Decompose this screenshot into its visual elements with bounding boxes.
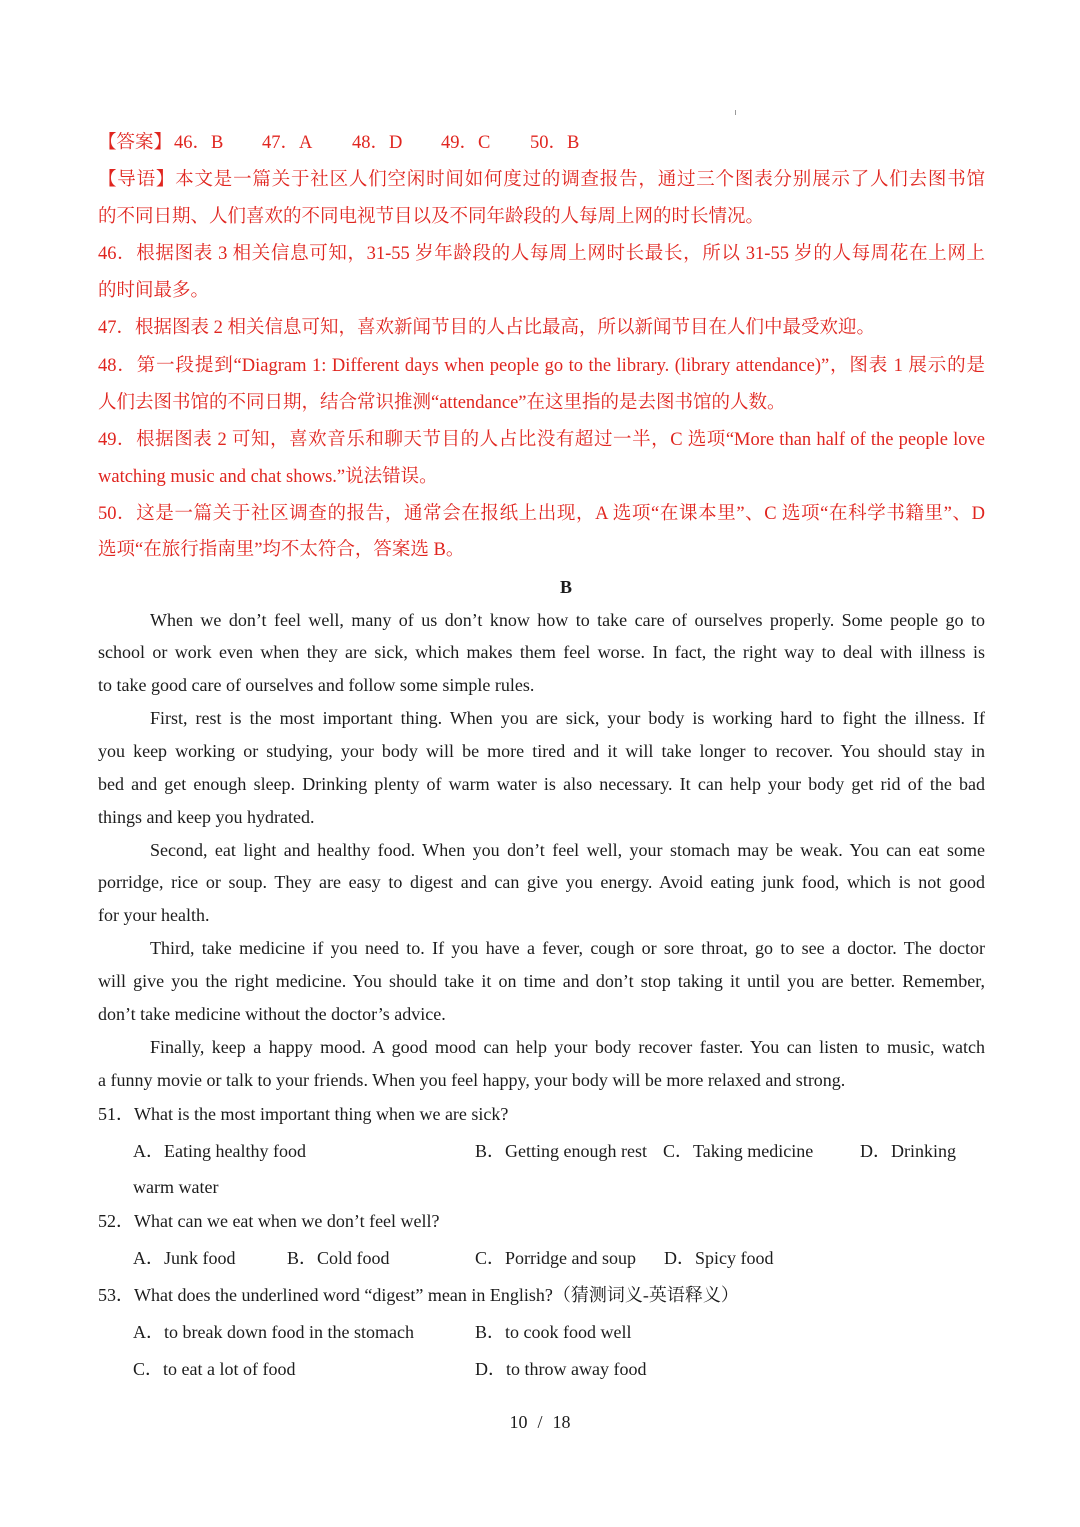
- section-title: B: [560, 577, 573, 597]
- answer-46: 46．B: [174, 133, 224, 153]
- question-53-stem: 53．What does the underlined word “digest” mean in English?（猜测词义-英语释义）: [98, 1285, 739, 1305]
- question-52-option-c: C．Porridge and soup: [475, 1248, 636, 1268]
- question-52-option-d: D．Spicy food: [664, 1248, 774, 1268]
- explanation-48-line: 48．第一段提到“Diagram 1: Different days when people go to the library. (library attendance)”，图表 1 展示的是: [98, 356, 985, 376]
- question-51-stem: 51．What is the most important thing when we are sick?: [98, 1104, 509, 1124]
- page-current: 10: [509, 1412, 528, 1432]
- explanation-49-line: 49．根据图表 2 可知，喜欢音乐和聊天节目的人占比没有超过一半，C 选项“More than half of the people love: [98, 430, 985, 450]
- answer-key-label: 【答案】: [98, 133, 173, 153]
- answer-48: 48．D: [352, 133, 403, 153]
- question-51-option-c: C．Taking medicine: [663, 1141, 814, 1161]
- question-53-option-c: C．to eat a lot of food: [133, 1359, 296, 1379]
- paragraph-line: porridge, rice or soup. They are easy to digest and can give you energy. Avoid eating junk food, which is not good: [98, 872, 985, 892]
- explanation-50-line: 50．这是一篇关于社区调查的报告，通常会在报纸上出现，A 选项“在课本里”、C 选项“在科学书籍里”、D: [98, 504, 985, 524]
- explanation-49-line: watching music and chat shows.”说法错误。: [98, 467, 438, 487]
- paragraph-line: a funny movie or talk to your friends. When you feel happy, your body will be more relaxed and strong.: [98, 1070, 846, 1090]
- paragraph-line: you keep working or studying, your body will be more tired and it will take longer to recover. You should stay in: [98, 741, 985, 761]
- paragraph-line: bed and get enough sleep. Drinking plenty of warm water is also necessary. It can help your body get rid of the bad: [98, 774, 985, 794]
- explanation-48-line: 人们去图书馆的不同日期，结合常识推测“attendance”在这里指的是去图书馆的人数。: [98, 393, 786, 413]
- explanation-46-line: 46．根据图表 3 相关信息可知，31-55 岁年龄段的人每周上网时长最长，所以 31-55 岁的人每周花在上网上: [98, 244, 985, 264]
- question-51-option-a: A．Eating healthy food: [133, 1141, 306, 1161]
- paragraph-line: will give you the right medicine. You should take it on time and don’t stop taking it until you are better. Remember,: [98, 971, 985, 991]
- guide-line: 【导语】本文是一篇关于社区人们空闲时间如何度过的调查报告，通过三个图表分别展示了人们去图书馆: [98, 170, 985, 190]
- question-52-option-b: B．Cold food: [287, 1248, 390, 1268]
- paragraph-line: to take good care of ourselves and follow some simple rules.: [98, 675, 535, 695]
- answer-47: 47．A: [262, 133, 313, 153]
- paragraph-line: things and keep you hydrated.: [98, 807, 315, 827]
- answer-50: 50．B: [530, 133, 580, 153]
- page-separator: /: [537, 1412, 543, 1432]
- question-53-option-a: A．to break down food in the stomach: [133, 1322, 414, 1342]
- paragraph-line: First, rest is the most important thing. When you are sick, your body is working hard to fight the illness. If: [150, 708, 985, 728]
- paragraph-line: school or work even when they are sick, which makes them feel worse. In fact, the right way to deal with illness is: [98, 642, 985, 662]
- paragraph-line: Finally, keep a happy mood. A good mood can help your body recover faster. You can listen to music, watch: [150, 1037, 985, 1057]
- explanation-46-line: 的时间最多。: [98, 281, 210, 301]
- answer-49: 49．C: [441, 133, 491, 153]
- question-51-option-b: B．Getting enough rest: [475, 1141, 647, 1161]
- paragraph-line: don’t take medicine without the doctor’s advice.: [98, 1004, 446, 1024]
- question-53-option-d: D．to throw away food: [475, 1359, 647, 1379]
- page-number: [0, 1409, 1080, 1435]
- page-total: 18: [552, 1412, 571, 1432]
- paragraph-line: Second, eat light and healthy food. When you don’t feel well, your stomach may be weak. You can eat some: [150, 840, 985, 860]
- scan-mark: [735, 110, 736, 115]
- question-53-option-b: B．to cook food well: [475, 1322, 632, 1342]
- explanation-47-line: 47．根据图表 2 相关信息可知，喜欢新闻节目的人占比最高，所以新闻节目在人们中最受欢迎。: [98, 318, 876, 338]
- question-52-stem: 52．What can we eat when we don’t feel well?: [98, 1211, 440, 1231]
- question-51-option-d-continued: warm water: [133, 1177, 219, 1197]
- paragraph-line: for your health.: [98, 905, 210, 925]
- guide-line: 的不同日期、人们喜欢的不同电视节目以及不同年龄段的人每周上网的时长情况。: [98, 207, 765, 227]
- question-51-option-d: D．Drinking: [860, 1141, 956, 1161]
- question-52-option-a: A．Junk food: [133, 1248, 236, 1268]
- explanation-50-line: 选项“在旅行指南里”均不太符合，答案选 B。: [98, 540, 465, 560]
- paragraph-line: When we don’t feel well, many of us don’t know how to take care of ourselves properly. Some people go to: [150, 610, 985, 630]
- paragraph-line: Third, take medicine if you need to. If you have a fever, cough or sore throat, go to see a doctor. The doctor: [150, 938, 985, 958]
